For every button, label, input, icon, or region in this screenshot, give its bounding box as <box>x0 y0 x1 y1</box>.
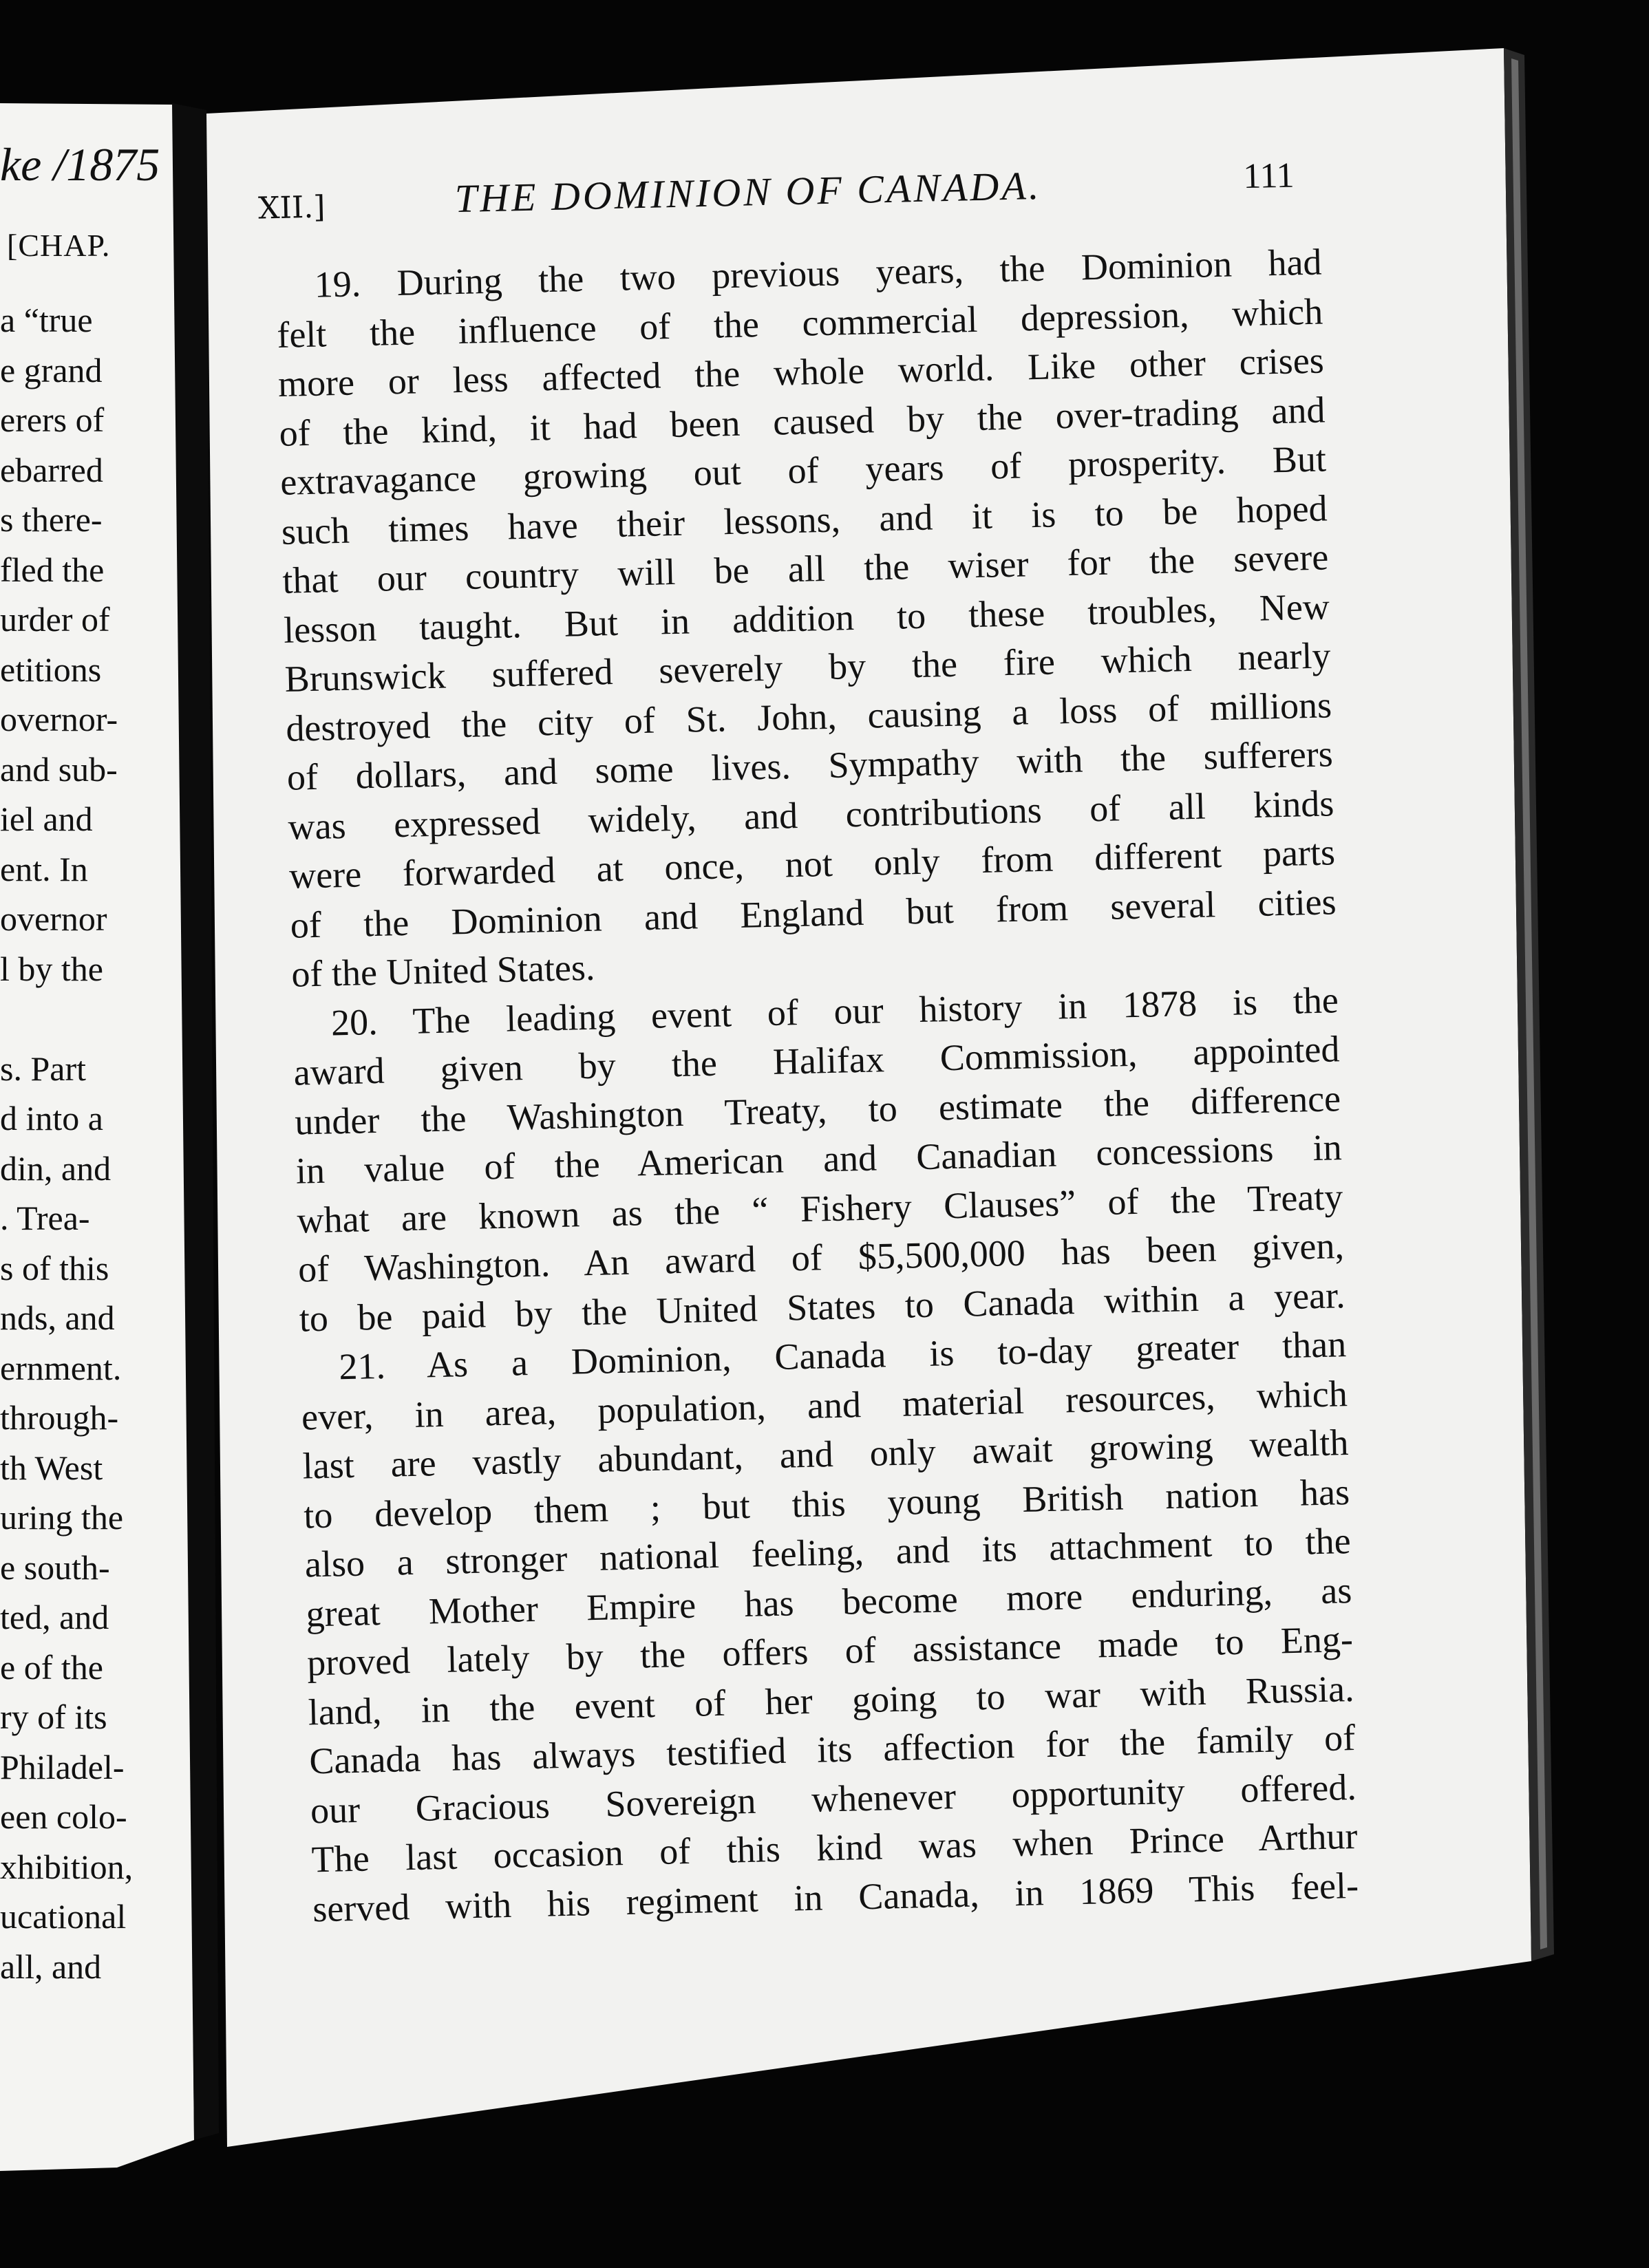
text-line: such times have their lessons, and it is to be hoped <box>281 486 1328 553</box>
chapter-number: XII.] <box>257 189 326 226</box>
left-page-line: ucational <box>0 1897 127 1936</box>
left-page-line: etitions <box>0 650 102 689</box>
text-line: Brunswick suffered severely by the fire which nearly <box>284 634 1332 700</box>
text-line: what are known as the “ Fishery Clauses” of the Treaty <box>296 1175 1343 1241</box>
text-line: 21. As a Dominion, Canada is to-day greater than <box>338 1323 1347 1388</box>
left-page-line: uring the <box>0 1498 124 1537</box>
left-page-line: ebarred <box>0 450 103 489</box>
text-line: last are vastly abundant, and only await growing wealth <box>302 1422 1350 1487</box>
text-line: of the Dominion and England but from several cities <box>290 880 1337 946</box>
left-page-line: een colo- <box>0 1797 127 1836</box>
left-page-line: erers of <box>0 400 105 439</box>
text-line: felt the influence of the commercial depression, which <box>276 290 1323 356</box>
body-text <box>275 238 1359 1934</box>
text-line: our Gracious Sovereign whenever opportunity offered. <box>310 1766 1357 1831</box>
left-running-head: [CHAP. <box>7 228 111 263</box>
text-line: was expressed widely, and contributions of all kinds <box>287 782 1334 848</box>
left-page-line: xhibition, <box>0 1847 134 1886</box>
left-page-line: urder of <box>0 600 110 639</box>
text-line: more or less affected the whole world. Like other crises <box>277 339 1325 405</box>
left-page-line: nds, and <box>0 1298 115 1337</box>
text-line: served with his regiment in Canada, in 1869 This feel- <box>312 1864 1359 1929</box>
left-page-line: Philadel- <box>0 1747 125 1786</box>
text-line: of Washington. An award of $5,500,000 has been given, <box>297 1225 1345 1290</box>
text-line: ever, in area, population, and material resources, which <box>301 1372 1348 1438</box>
text-line: land, in the event of her going to war with Russia. <box>308 1667 1355 1733</box>
left-page-line: all, and <box>0 1947 102 1986</box>
text-line: extravagance growing out of years of prosperity. But <box>279 438 1327 503</box>
text-line: of the kind, it had been caused by the over-trading and <box>278 388 1326 454</box>
left-page-line: l by the <box>0 949 103 988</box>
text-line: were forwarded at once, not only from different parts <box>288 831 1336 897</box>
text-line: award given by the Halifax Commission, appointed <box>293 1028 1341 1093</box>
left-page-line <box>0 994 169 1042</box>
left-page-line: ted, and <box>0 1598 109 1636</box>
left-page-line: s there- <box>0 500 103 539</box>
left-page-line: e grand <box>0 350 103 389</box>
text-line: to develop them ; but this young British nation has <box>303 1470 1350 1537</box>
text-line: that our country will be all the wiser for the severe <box>281 536 1329 601</box>
text-line: of the United States. <box>290 946 595 995</box>
left-page-line: s of this <box>0 1248 109 1287</box>
left-page-line: ernment. <box>0 1348 122 1387</box>
left-page-line: iel and <box>0 800 93 838</box>
left-page-line: din, and <box>0 1148 111 1188</box>
left-page-line: e of the <box>0 1647 103 1687</box>
left-page-line: through- <box>0 1398 119 1437</box>
text-line: also a stronger national feeling, and its attachment to the <box>304 1520 1352 1585</box>
text-line: under the Washington Treaty, to estimate the difference <box>294 1077 1341 1143</box>
text-line: lesson taught. But in addition to these troubles, New <box>283 585 1330 651</box>
text-line: The last occasion of this kind was when Prince Arthur <box>311 1815 1358 1881</box>
text-line: of dollars, and some lives. Sympathy with the sufferers <box>286 733 1334 798</box>
text-line: 19. During the two previous years, the Dominion had <box>314 241 1323 306</box>
page-number: 111 <box>1242 156 1295 197</box>
text-line: proved lately by the offers of assistance made to Eng- <box>306 1618 1354 1684</box>
text-line: in value of the American and Canadian concessions in <box>295 1126 1343 1192</box>
text-line: Canada has always testified its affection for the family of <box>308 1716 1356 1782</box>
running-title: THE DOMINION OF CANADA. <box>454 162 1042 222</box>
left-page-line: fled the <box>0 550 105 589</box>
margin-handwriting: ke /1875 <box>0 138 160 191</box>
text-line: to be paid by the United States to Canada within a year. <box>299 1274 1346 1340</box>
text-line: destroyed the city of St. John, causing a loss of millions <box>285 683 1332 749</box>
left-page-line: th West <box>0 1448 103 1487</box>
text-line: 20. The leading event of our history in 1878 is the <box>330 978 1339 1043</box>
left-page-line: a “true <box>0 301 93 339</box>
left-page-line: e south- <box>0 1548 110 1587</box>
left-page-line: overnor- <box>0 700 118 738</box>
left-page-line: overnor <box>0 899 107 938</box>
left-page-line: d into a <box>0 1099 103 1137</box>
left-page-line: ry of its <box>0 1698 107 1736</box>
left-page-line: s. Part <box>0 1049 86 1088</box>
left-page-line: and sub- <box>0 749 118 789</box>
left-page-line: . Trea- <box>0 1199 90 1237</box>
text-line: great Mother Empire has become more enduring, as <box>305 1569 1352 1634</box>
left-page-line: ent. In <box>0 849 88 888</box>
